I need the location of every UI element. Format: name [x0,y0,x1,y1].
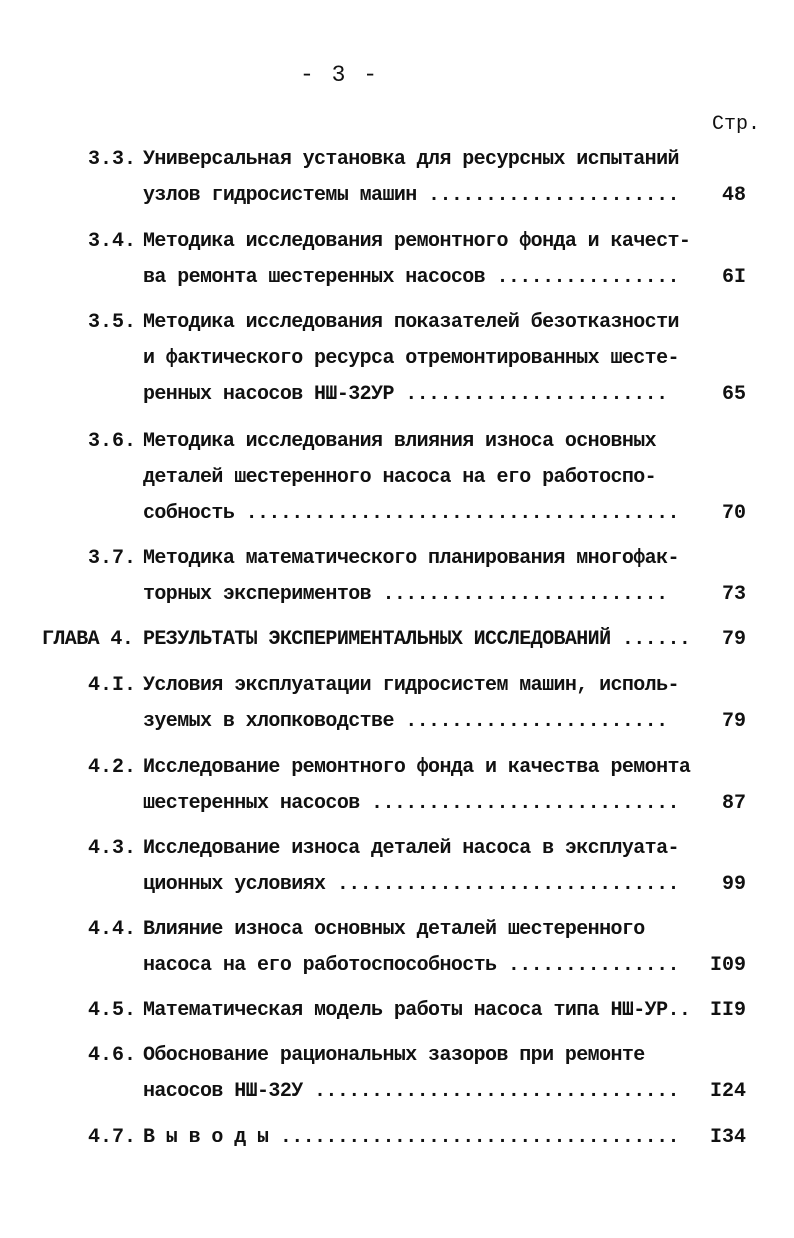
entry-number: 4.I. [88,674,137,697]
entry-line: ционных условиях .............................. [143,873,679,896]
entry-line: В ы в о д ы ................................... [143,1126,679,1149]
entry-number: 3.7. [88,547,137,570]
entry-line: Математическая модель работы насоса типа НШ-УР.. [143,999,691,1022]
entry-line: Методика исследования показателей безотказности [143,311,679,334]
entry-line: собность ...................................... [143,502,679,525]
entry-page: 70 [721,502,746,525]
entry-page: 48 [721,184,746,207]
entry-number: 3.6. [88,430,137,453]
entry-number: 4.2. [88,756,137,779]
entry-number: 3.3. [88,148,137,171]
entry-page: 87 [721,792,746,815]
entry-number: 3.5. [88,311,137,334]
entry-page: 79 [721,710,746,733]
entry-line: Методика исследования влияния износа основных [143,430,657,453]
entry-line: зуемых в хлопководстве ....................... [143,710,668,733]
entry-line: торных экспериментов ......................... [143,583,668,606]
entry-line: Исследование ремонтного фонда и качества ремонта [143,756,691,779]
entry-line: ренных насосов НШ-32УР ....................... [143,383,668,406]
entry-page: I34 [709,1126,746,1149]
entry-line: насоса на его работоспособность ............... [143,954,679,977]
entry-number: 4.5. [88,999,137,1022]
entry-page: 79 [721,628,746,651]
entry-line: деталей шестеренного насоса на его работоспо- [143,466,657,489]
entry-line: насосов НШ-32У ................................ [143,1080,679,1103]
entry-line: узлов гидросистемы машин ...................... [143,184,679,207]
entry-page: I09 [709,954,746,977]
page-number: - 3 - [300,62,380,88]
entry-number: 4.3. [88,837,137,860]
entry-number: 4.7. [88,1126,137,1149]
entry-page: 6I [721,266,746,289]
entry-line: Методика математического планирования многофак- [143,547,679,570]
entry-line: Универсальная установка для ресурсных испытаний [143,148,679,171]
entry-line: и фактического ресурса отремонтированных шесте- [143,347,679,370]
entry-line: ва ремонта шестеренных насосов ................ [143,266,679,289]
entry-page: 73 [721,583,746,606]
entry-page: II9 [709,999,746,1022]
chapter-number: ГЛАВА 4. [42,628,134,651]
entry-page: 99 [721,873,746,896]
entry-number: 4.4. [88,918,137,941]
entry-line: Влияние износа основных деталей шестеренного [143,918,645,941]
entry-number: 3.4. [88,230,137,253]
entry-line: Методика исследования ремонтного фонда и качест- [143,230,691,253]
entry-line: Исследование износа деталей насоса в эксплуата- [143,837,679,860]
entry-line: шестеренных насосов ........................... [143,792,679,815]
entry-line: Обоснование рациональных зазоров при ремонте [143,1044,645,1067]
chapter-title: РЕЗУЛЬТАТЫ ЭКСПЕРИМЕНТАЛЬНЫХ ИССЛЕДОВАНИЙ ...... [143,628,691,651]
entry-number: 4.6. [88,1044,137,1067]
page-column-label: Стр. [711,113,760,136]
entry-page: I24 [709,1080,746,1103]
entry-line: Условия эксплуатации гидросистем машин, исполь- [143,674,679,697]
entry-page: 65 [721,383,746,406]
